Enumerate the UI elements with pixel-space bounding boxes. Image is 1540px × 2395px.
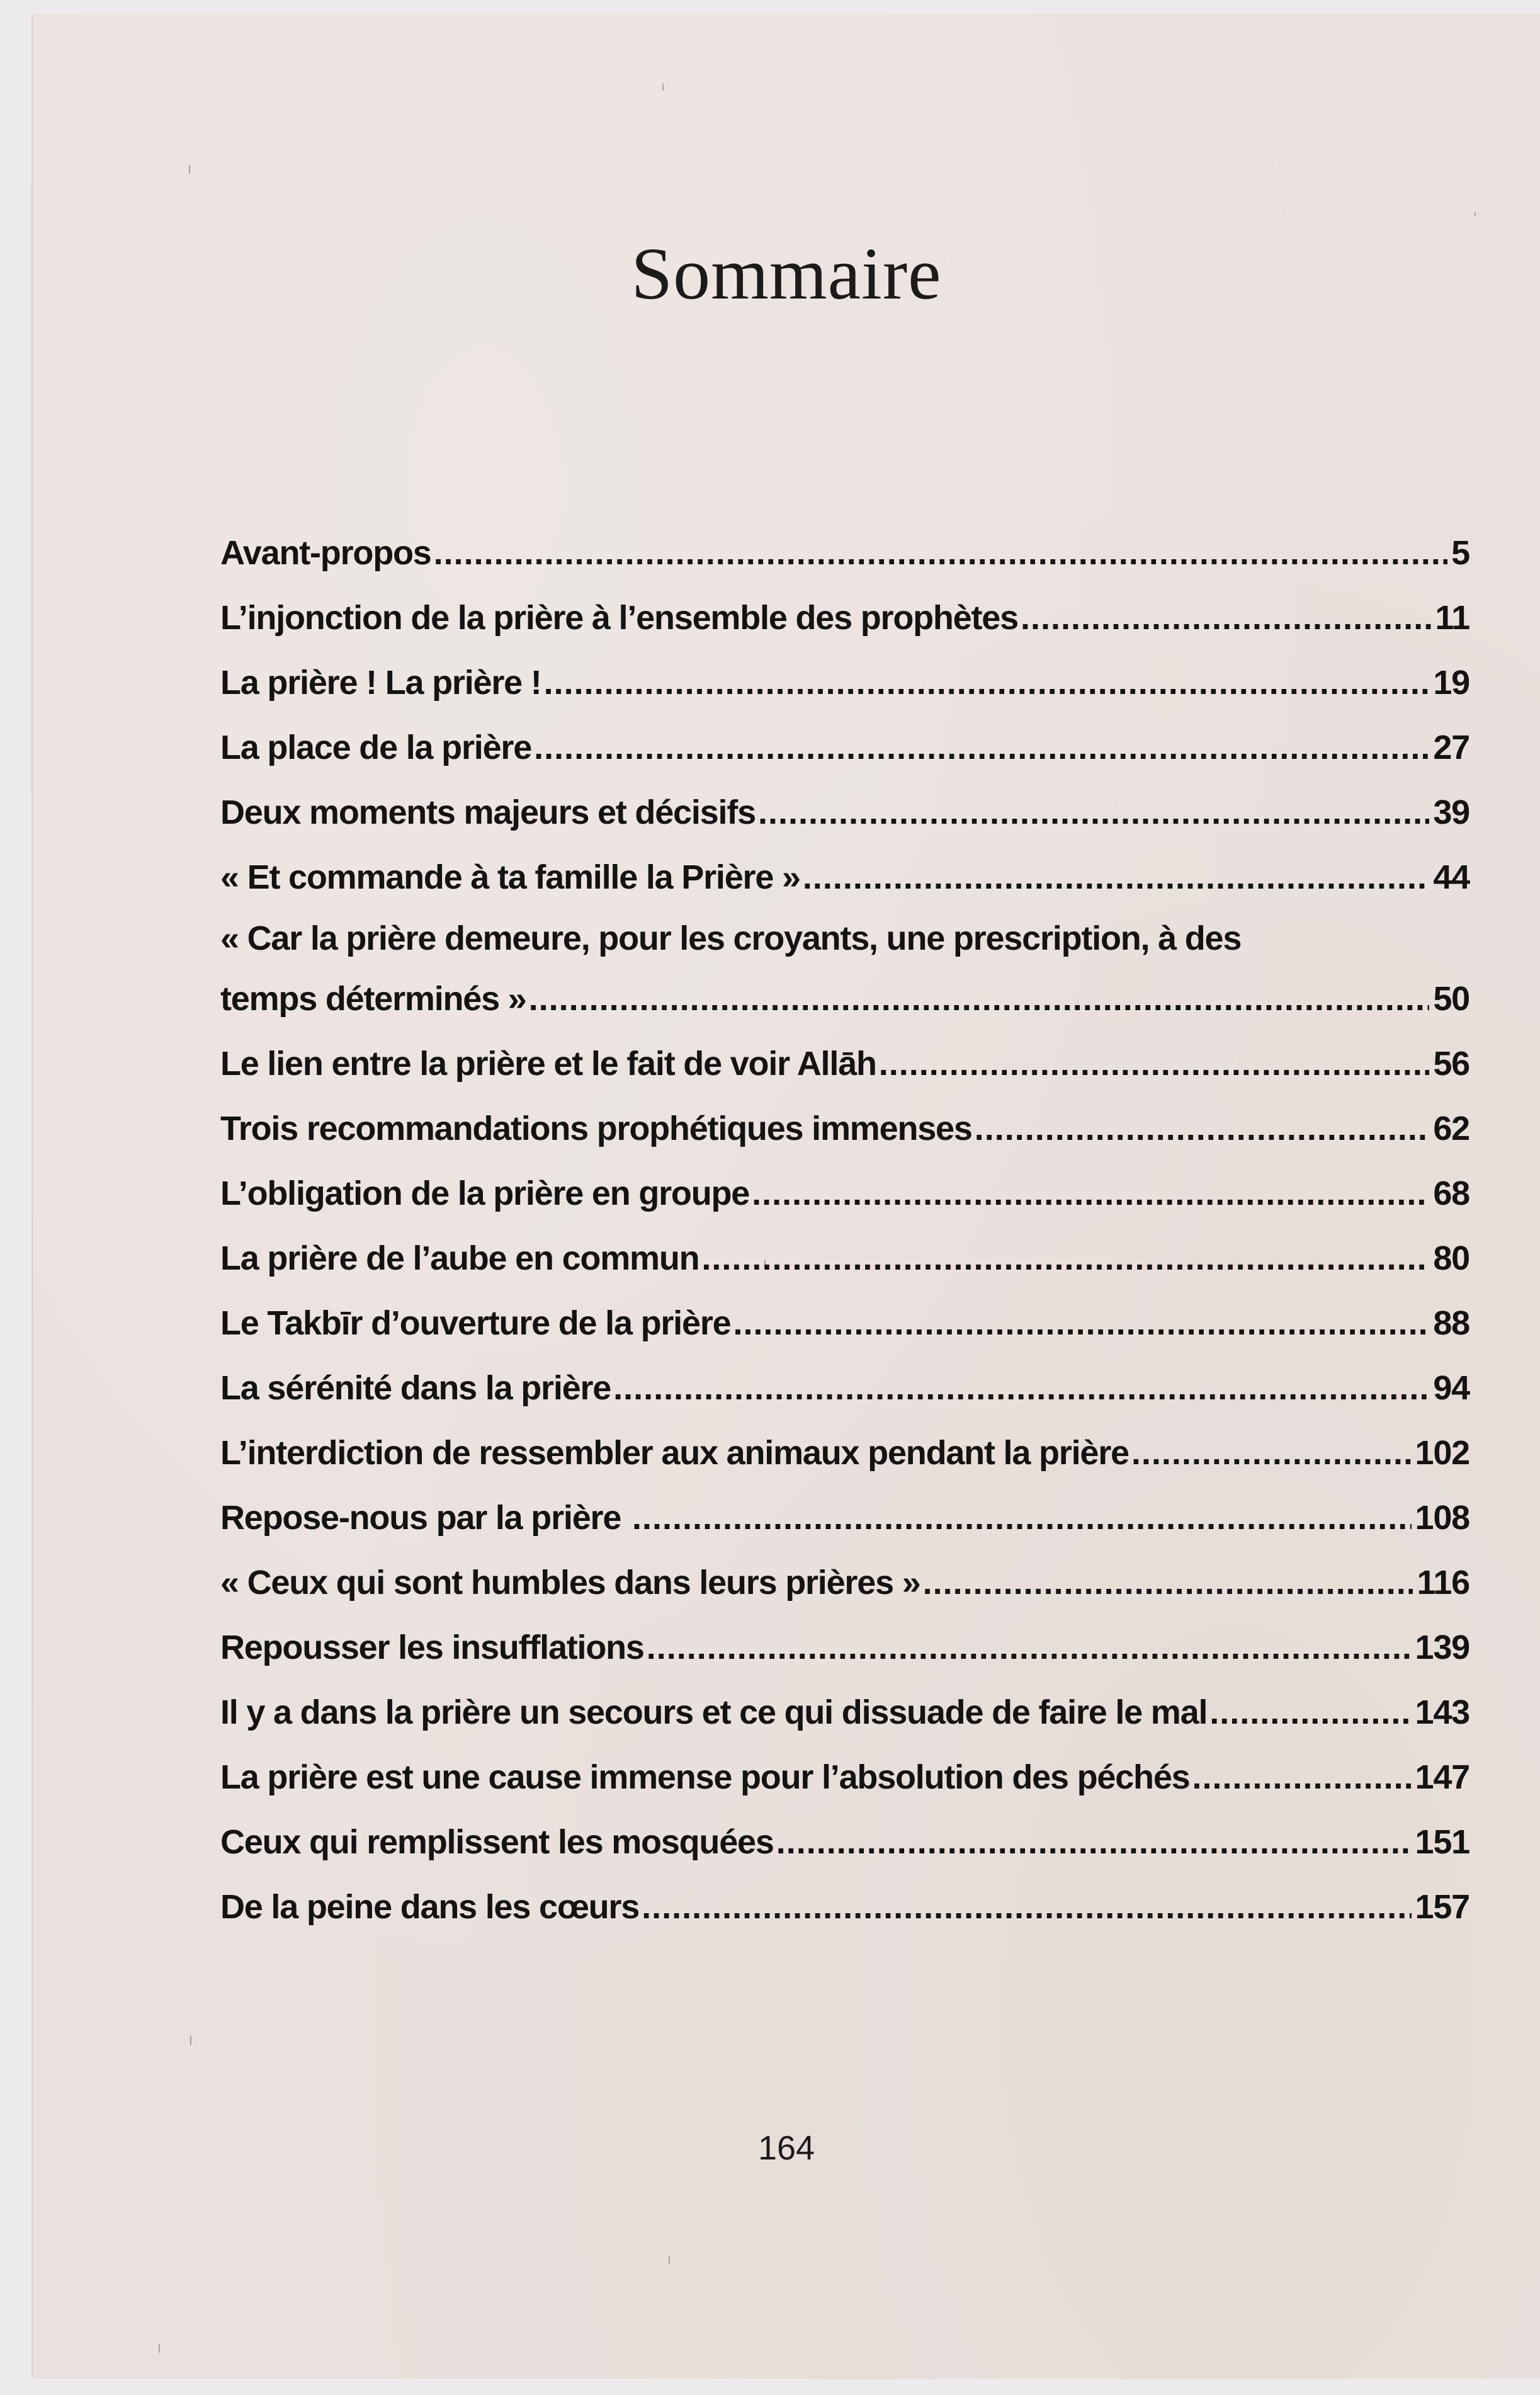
toc-entry[interactable] xyxy=(220,1421,1469,1486)
toc-entry[interactable] xyxy=(220,910,1469,1032)
toc-entry[interactable] xyxy=(220,1356,1469,1421)
toc-entry-label: Avant-propos xyxy=(220,534,431,572)
toc-entry-page: 94 xyxy=(1433,1369,1469,1407)
dot-leader xyxy=(752,1161,1429,1226)
toc-entry-page: 44 xyxy=(1433,858,1469,896)
toc-entry[interactable] xyxy=(220,1096,1469,1161)
toc-entry[interactable] xyxy=(220,1032,1469,1096)
paper-fleck xyxy=(189,165,190,174)
toc-entry-page: 80 xyxy=(1433,1239,1469,1277)
dot-leader xyxy=(647,1615,1412,1680)
toc-entry-page: 147 xyxy=(1415,1758,1469,1796)
toc-entry-label: Ceux qui remplissent les mosquées xyxy=(220,1823,774,1861)
toc-entry-page: 108 xyxy=(1415,1499,1469,1537)
dot-leader xyxy=(642,1875,1411,1940)
dot-leader xyxy=(544,651,1430,715)
toc-entry-label: La prière de l’aube en commun xyxy=(220,1239,699,1277)
dot-leader xyxy=(1192,1745,1412,1810)
toc-entry[interactable] xyxy=(220,1875,1469,1940)
dot-leader xyxy=(733,1291,1429,1356)
dot-leader xyxy=(776,1810,1412,1875)
dot-leader xyxy=(758,780,1429,845)
toc-entry-label: Repousser les insufflations xyxy=(220,1629,644,1666)
toc-entry[interactable] xyxy=(220,1486,1469,1550)
toc-entry-label: Repose-nous par la prière xyxy=(220,1499,630,1537)
page-number: 164 xyxy=(757,2129,815,2167)
toc-entry-page: 139 xyxy=(1415,1629,1469,1666)
dot-leader xyxy=(534,715,1429,780)
toc-entry[interactable] xyxy=(220,521,1469,586)
toc-entry-page: 62 xyxy=(1433,1110,1469,1147)
paper-fleck xyxy=(662,83,664,91)
toc-entry-label: L’obligation de la prière en groupe xyxy=(220,1175,750,1212)
dot-leader xyxy=(434,521,1448,586)
toc-entry[interactable] xyxy=(220,1550,1469,1615)
toc-entry[interactable] xyxy=(220,1161,1469,1226)
toc-entry[interactable] xyxy=(220,1291,1469,1356)
toc-entry-label: L’interdiction de ressembler aux animaux pendant la prière xyxy=(220,1434,1129,1472)
page-title: Sommaire xyxy=(631,232,942,315)
toc-entry-label: Le lien entre la prière et le fait de voir Allāh xyxy=(220,1045,876,1083)
paper-fleck xyxy=(159,2344,160,2353)
toc-entry-page: 19 xyxy=(1433,664,1469,702)
toc-entry[interactable] xyxy=(220,586,1469,651)
toc-entry-label-line1: « Car la prière demeure, pour les croyants, une prescription, à des xyxy=(220,919,1242,957)
table-of-contents xyxy=(220,521,1469,1940)
dot-leader xyxy=(879,1032,1430,1096)
toc-entry[interactable] xyxy=(220,1615,1469,1680)
dot-leader xyxy=(1021,586,1431,651)
toc-entry-page: 5 xyxy=(1451,534,1469,572)
toc-entry-label: De la peine dans les cœurs xyxy=(220,1888,640,1926)
dot-leader xyxy=(632,1486,1412,1550)
dot-leader xyxy=(803,845,1429,910)
toc-entry-page: 50 xyxy=(1433,980,1469,1018)
dot-leader xyxy=(1209,1680,1411,1745)
toc-entry-label: Il y a dans la prière un secours et ce qui dissuade de faire le mal xyxy=(220,1693,1208,1731)
toc-entry-page: 88 xyxy=(1433,1304,1469,1342)
toc-entry-page: 116 xyxy=(1417,1564,1469,1601)
toc-entry-page: 151 xyxy=(1415,1823,1469,1861)
toc-entry-label: La sérénité dans la prière xyxy=(220,1369,611,1407)
dot-leader xyxy=(975,1096,1430,1161)
dot-leader xyxy=(701,1226,1429,1291)
toc-entry[interactable] xyxy=(220,1810,1469,1875)
paper-fleck xyxy=(190,2035,191,2045)
paper-fleck xyxy=(669,2256,670,2263)
dot-leader xyxy=(923,1550,1413,1615)
book-page xyxy=(33,14,1540,2379)
toc-entry-label: La place de la prière xyxy=(220,729,532,766)
toc-entry[interactable] xyxy=(220,780,1469,845)
toc-entry-page: 27 xyxy=(1433,729,1469,766)
toc-entry[interactable] xyxy=(220,651,1469,715)
dot-leader xyxy=(529,967,1430,1032)
toc-entry-label: L’injonction de la prière à l’ensemble des prophètes xyxy=(220,599,1018,637)
toc-entry[interactable] xyxy=(220,1745,1469,1810)
toc-entry-page: 39 xyxy=(1433,794,1469,831)
toc-entry[interactable] xyxy=(220,1680,1469,1745)
toc-entry-label: Trois recommandations prophétiques immenses xyxy=(220,1110,972,1147)
toc-entry-label: La prière ! La prière ! xyxy=(220,664,541,702)
dot-leader xyxy=(1131,1421,1412,1486)
toc-entry-page: 143 xyxy=(1415,1693,1469,1731)
toc-entry-page: 56 xyxy=(1433,1045,1469,1083)
toc-entry-page: 11 xyxy=(1435,599,1469,637)
toc-entry-label: « Et commande à ta famille la Prière » xyxy=(220,858,800,896)
toc-entry[interactable] xyxy=(220,715,1469,780)
dot-leader xyxy=(613,1356,1429,1421)
toc-entry-label: « Ceux qui sont humbles dans leurs prières » xyxy=(220,1564,920,1601)
toc-entry-label: Le Takbīr d’ouverture de la prière xyxy=(220,1304,731,1342)
toc-entry[interactable] xyxy=(220,845,1469,910)
toc-entry-page: 68 xyxy=(1433,1175,1469,1212)
toc-entry[interactable] xyxy=(220,1226,1469,1291)
toc-entry-page: 102 xyxy=(1415,1434,1469,1472)
toc-entry-label: Deux moments majeurs et décisifs xyxy=(220,794,756,831)
toc-entry-page: 157 xyxy=(1415,1888,1469,1926)
paper-fleck xyxy=(1475,212,1476,216)
toc-entry-label-line2: temps déterminés » xyxy=(220,980,526,1018)
toc-entry-label: La prière est une cause immense pour l’absolution des péchés xyxy=(220,1758,1190,1796)
